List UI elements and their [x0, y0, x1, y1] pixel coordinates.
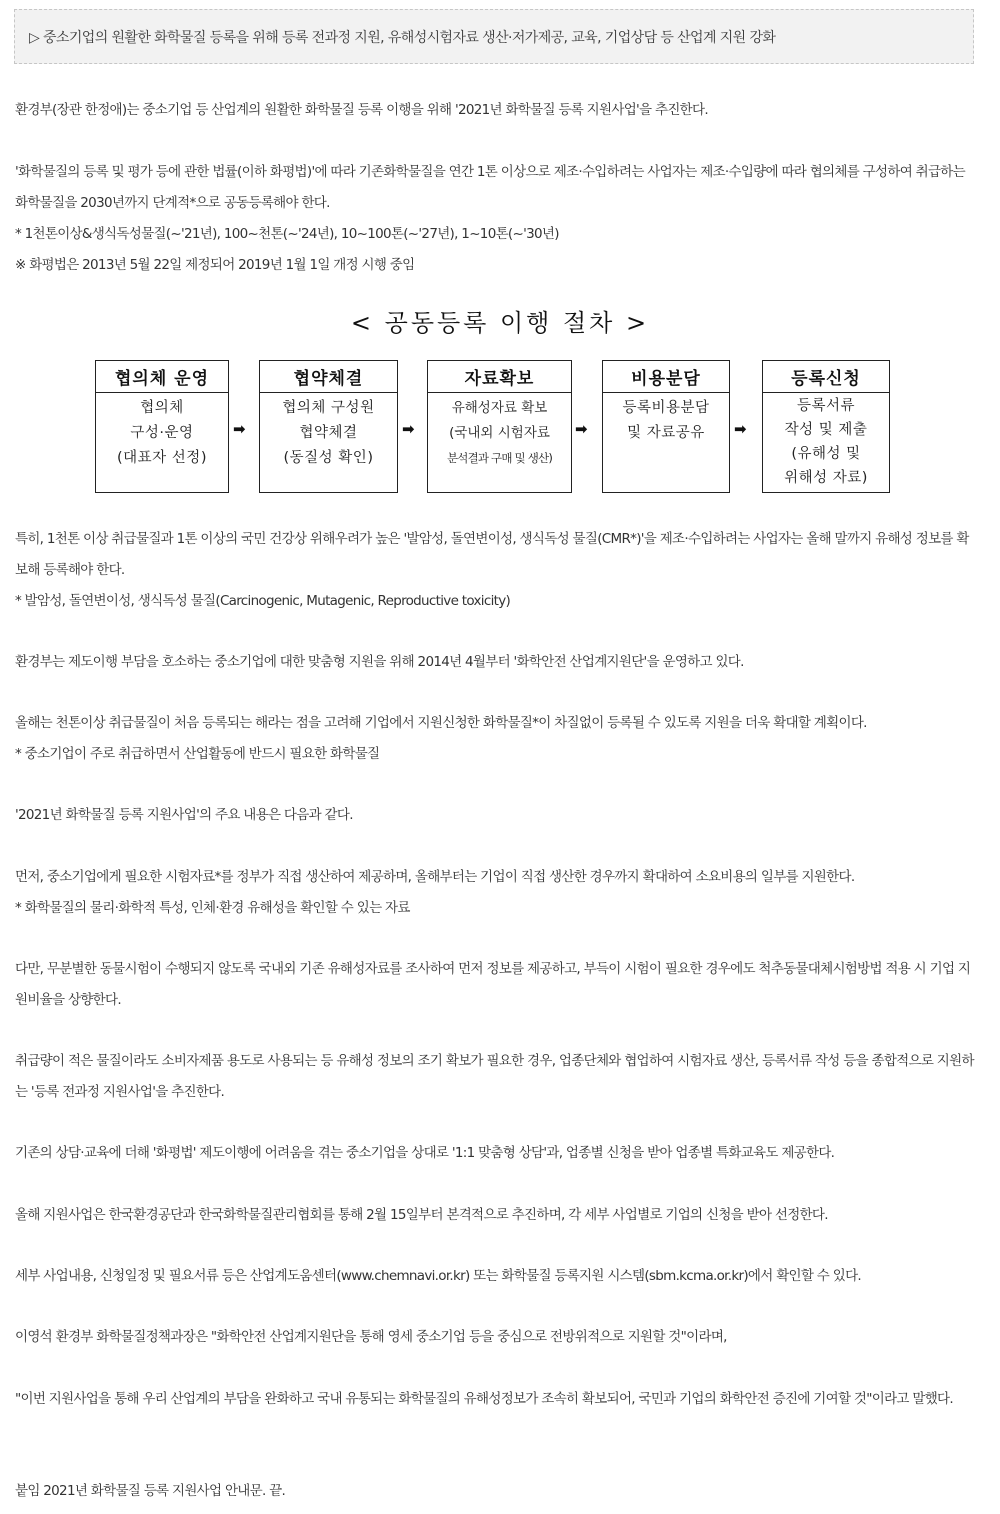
arrow-icon: ➡: [575, 420, 585, 438]
note-law-enactment: ※ 화평법은 2013년 5월 22일 제정되어 2019년 1월 1일 개정 시행 중임: [15, 257, 415, 273]
step-line: (유해성 및: [791, 446, 861, 462]
paragraph-cmr: 특히, 1천톤 이상 취급물질과 1톤 이상의 국민 건강상 위해우려가 높은 '발암성, 돌연변이성, 생식독성 물질(CMR*)'을 제조·수입하려는 사업자는 올해 말까지 유해성 정보를 확보해 등록해야 한다.: [15, 531, 969, 578]
step-box-4: [602, 360, 730, 493]
paragraph-info-sites: 세부 사업내용, 신청일정 및 필요서류 등은 산업계도움센터(www.chemnavi.or.kr) 또는 화학물질 등록지원 시스템(sbm.kcma.or.kr)에서 확인할 수 있다.: [15, 1268, 862, 1284]
step-header: 등록신청: [763, 361, 889, 393]
paragraph-full-support: 취급량이 적은 물질이라도 소비자제품 용도로 사용되는 등 유해성 정보의 조기 확보가 필요한 경우, 업종단체와 협업하여 시험자료 생산, 등록서류 작성 등을 종합적으로 지원하는 '등록 전과정 지원사업'을 추진한다.: [15, 1053, 974, 1100]
step-line: 구성·운영: [130, 425, 194, 441]
step-line: 등록서류: [796, 398, 856, 414]
paragraph-quote-1: 이영석 환경부 화학물질정책과장은 "화학안전 산업계지원단을 통해 영세 중소기업 등을 중심으로 전방위적으로 지원할 것"이라며,: [15, 1329, 727, 1345]
paragraph-main-content: '2021년 화학물질 등록 지원사업'의 주요 내용은 다음과 같다.: [15, 807, 353, 823]
paragraph-schedule: 올해 지원사업은 한국환경공단과 한국화학물질관리협회를 통해 2월 15일부터 본격적으로 추진하며, 각 세부 사업별로 기업의 신청을 받아 선정한다.: [15, 1207, 828, 1223]
step-header: 자료확보: [428, 361, 571, 393]
paragraph-expansion: 올해는 천톤이상 취급물질이 처음 등록되는 해라는 점을 고려해 기업에서 지원신청한 화학물질*이 차질없이 등록될 수 있도록 지원을 더욱 확대할 계획이다.: [15, 715, 867, 731]
diagram-title: < 공동등록 이행 절차 >: [350, 309, 650, 337]
summary-box: [14, 9, 974, 64]
paragraph-consulting: 기존의 상담·교육에 더해 '화평법' 제도이행에 어려움을 겪는 중소기업을 상대로 '1:1 맞춤형 상담'과, 업종별 신청을 받아 업종별 특화교육도 제공한다.: [15, 1145, 835, 1161]
summary-text: ▷ 중소기업의 원활한 화학물질 등록을 위해 등록 전과정 지원, 유해성시험자료 생산·저가제공, 교육, 기업상담 등 산업계 지원 강화: [29, 29, 776, 46]
step-box-3: [427, 360, 572, 493]
paragraph-attachment: 붙임 2021년 화학물질 등록 지원사업 안내문. 끝.: [15, 1483, 286, 1499]
step-line: 작성 및 제출: [784, 422, 868, 438]
paragraph-law: '화학물질의 등록 및 평가 등에 관한 법률(이하 화평법)'에 따라 기존화학물질을 연간 1톤 이상으로 제조·수입하려는 사업자는 제조·수입량에 따라 협의체를 구성하여 취급하는 화학물질을 2030년까지 단계적*으로 공동등록해야 한다.: [15, 164, 965, 211]
paragraph-animal-testing: 다만, 무분별한 동물시험이 수행되지 않도록 국내외 기존 유해성자료를 조사하여 먼저 정보를 제공하고, 부득이 시험이 필요한 경우에도 척추동물대체시험방법 적용 시 기업 지원비율을 상향한다.: [15, 961, 971, 1008]
paragraph-intro: 환경부(장관 한정애)는 중소기업 등 산업계의 원활한 화학물질 등록 이행을 위해 '2021년 화학물질 등록 지원사업'을 추진한다.: [15, 102, 708, 118]
step-line: 유해성자료 확보: [451, 400, 548, 416]
note-sme-chemicals: * 중소기업이 주로 취급하면서 산업활동에 반드시 필요한 화학물질: [15, 746, 380, 762]
step-box-5: [762, 360, 890, 493]
step-header: 협약체결: [260, 361, 397, 393]
step-header: 비용분담: [603, 361, 729, 393]
step-header: 협의체 운영: [96, 361, 228, 393]
step-line: (국내외 시험자료: [449, 425, 550, 441]
note-cmr: * 발암성, 돌연변이성, 생식독성 물질(Carcinogenic, Mutagenic, Reproductive toxicity): [15, 593, 511, 609]
note-test-data: * 화학물질의 물리·화학적 특성, 인체·환경 유해성을 확인할 수 있는 자료: [15, 900, 410, 916]
step-line: 협약체결: [299, 425, 358, 441]
step-line: 협의체: [140, 400, 184, 416]
step-line: 등록비용분담: [622, 400, 710, 416]
note-registration-schedule: * 1천톤이상&생식독성물질(~'21년), 100~천톤(~'24년), 10~100톤(~'27년), 1~10톤(~'30년): [15, 226, 559, 242]
arrow-icon: ➡: [233, 420, 243, 438]
step-line: 및 자료공유: [627, 425, 705, 441]
paragraph-support-team: 환경부는 제도이행 부담을 호소하는 중소기업에 대한 맞춤형 지원을 위해 2014년 4월부터 '화학안전 산업계지원단'을 운영하고 있다.: [15, 654, 744, 670]
step-line: (대표자 선정): [117, 450, 207, 466]
arrow-icon: ➡: [734, 420, 744, 438]
paragraph-quote-2: "이번 지원사업을 통해 우리 산업계의 부담을 완화하고 국내 유통되는 화학물질의 유해성정보가 조속히 확보되어, 국민과 기업의 화학안전 증진에 기여할 것"이라고 말했다.: [15, 1391, 953, 1407]
arrow-icon: ➡: [402, 420, 412, 438]
step-box-1: [95, 360, 229, 493]
step-box-2: [259, 360, 398, 493]
step-line: 분석결과 구매 및 생산): [446, 451, 553, 465]
step-line: 위해성 자료): [784, 470, 868, 486]
paragraph-test-data: 먼저, 중소기업에게 필요한 시험자료*를 정부가 직접 생산하여 제공하며, 올해부터는 기업이 직접 생산한 경우까지 확대하여 소요비용의 일부를 지원한다.: [15, 869, 855, 885]
step-line: 협의체 구성원: [282, 400, 375, 416]
step-line: (동질성 확인): [283, 450, 374, 466]
